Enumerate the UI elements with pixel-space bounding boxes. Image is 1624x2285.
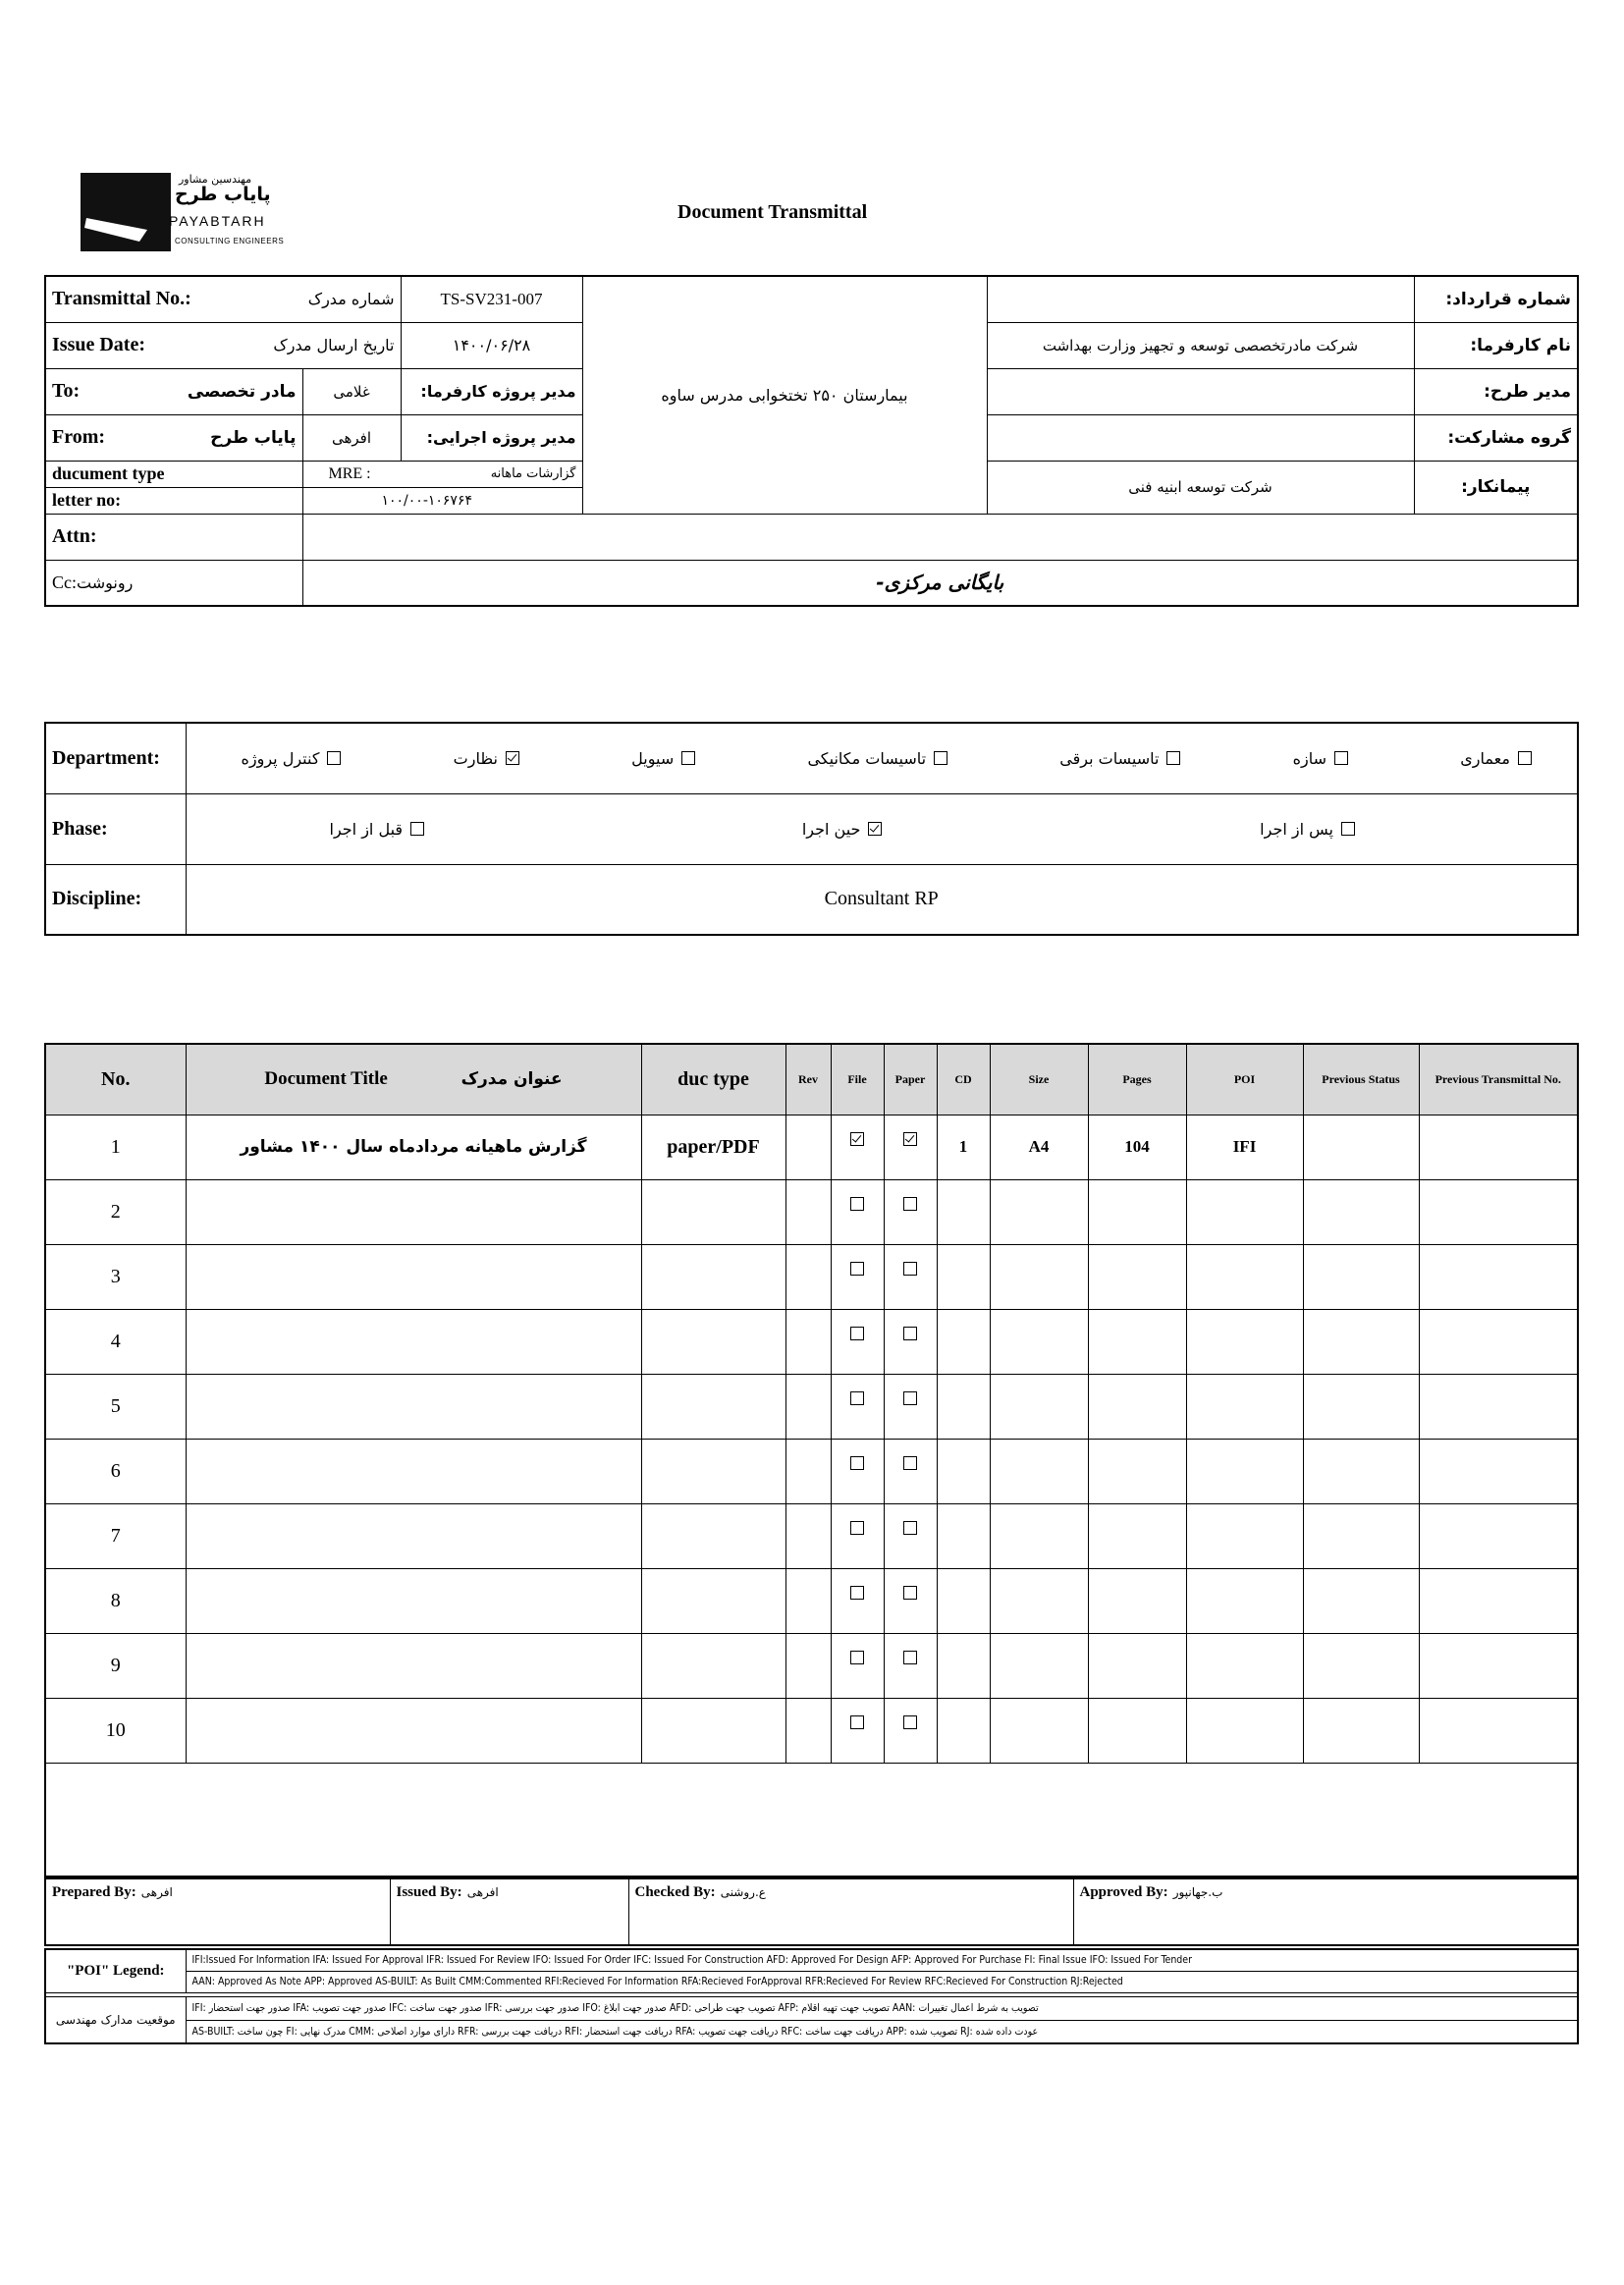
attn-label: Attn:	[45, 514, 302, 560]
design-manager-value	[987, 368, 1414, 414]
row-prev-status	[1303, 1503, 1419, 1568]
row-poi	[1186, 1503, 1303, 1568]
row-title	[186, 1179, 641, 1244]
doc-type-code: MRE :	[328, 464, 371, 482]
signatures-table	[44, 1876, 1579, 1946]
checkbox-icon[interactable]	[1166, 751, 1180, 765]
table-row	[45, 1503, 1578, 1568]
partner-group-label: گروه مشارکت:	[1414, 414, 1578, 461]
row-prev-transmittal	[1419, 1374, 1578, 1439]
row-paper[interactable]	[884, 1115, 937, 1179]
row-poi	[1186, 1439, 1303, 1503]
cc-value: بایگانی مرکزی-	[302, 560, 1578, 606]
row-rev	[785, 1503, 831, 1568]
row-title	[186, 1568, 641, 1633]
table-row	[45, 1244, 1578, 1309]
issue-date-fa: تاریخ ارسال مدرک	[273, 336, 395, 354]
cc-cell	[45, 560, 302, 606]
contractor-label: پیمانکار:	[1414, 461, 1578, 514]
row-size	[990, 1309, 1088, 1374]
department-option-mechanical[interactable]: تاسیسات مکانیکی	[807, 749, 947, 768]
col-header-no: No.	[45, 1044, 186, 1115]
exec-pm-label: مدیر پروژه اجرایی:	[401, 414, 582, 461]
row-type	[641, 1633, 785, 1698]
cc-label: Cc:	[52, 571, 77, 592]
row-prev-status	[1303, 1374, 1419, 1439]
row-file[interactable]	[831, 1115, 884, 1179]
row-no: 5	[45, 1374, 186, 1439]
col-header-file: File	[831, 1044, 884, 1115]
issued-by-value: افرهی	[466, 1885, 499, 1899]
table-row	[45, 1309, 1578, 1374]
row-size	[990, 1179, 1088, 1244]
poi-legend-line-1: IFI:Issued For Information IFA: Issued For Approval IFR: Issued For Review IFO: Issued For Order IFC: Issued For Construction AFD: Approved For Design AFP: Approved For Purchase FI: Final Issue IFO: Issued For Tender	[186, 1949, 1578, 1971]
row-prev-status	[1303, 1439, 1419, 1503]
row-cd	[937, 1179, 990, 1244]
row-paper[interactable]	[884, 1244, 937, 1309]
checkbox-icon[interactable]	[903, 1197, 917, 1211]
row-poi	[1186, 1179, 1303, 1244]
table-row	[45, 1179, 1578, 1244]
row-type	[641, 1503, 785, 1568]
row-cd: 1	[937, 1115, 990, 1179]
checkbox-icon[interactable]	[850, 1715, 864, 1729]
row-size	[990, 1568, 1088, 1633]
row-paper[interactable]	[884, 1633, 937, 1698]
employer-label: نام کارفرما:	[1414, 322, 1578, 368]
contractor-value: شرکت توسعه ابنیه فنی	[987, 461, 1414, 514]
row-no: 7	[45, 1503, 186, 1568]
discipline-label: Discipline:	[45, 864, 186, 935]
table-row	[45, 1698, 1578, 1763]
issued-by-cell	[390, 1877, 628, 1945]
approved-by-value: ب.جهانپور	[1172, 1885, 1223, 1899]
header-table	[44, 275, 1579, 607]
logo-fa-name: پایاب طرح	[175, 184, 271, 205]
checkbox-icon[interactable]	[903, 1715, 917, 1729]
checkbox-icon[interactable]	[903, 1521, 917, 1535]
row-cd	[937, 1439, 990, 1503]
department-option-structure[interactable]: سازه	[1293, 749, 1348, 768]
table-row	[45, 1374, 1578, 1439]
row-paper[interactable]	[884, 1698, 937, 1763]
letter-no-value: ۱۰۰/۰۰-۱۰۶۷۶۴	[302, 487, 582, 514]
row-prev-transmittal	[1419, 1568, 1578, 1633]
row-prev-status	[1303, 1115, 1419, 1179]
row-prev-status	[1303, 1698, 1419, 1763]
col-header-type: duc type	[641, 1044, 785, 1115]
row-no: 2	[45, 1179, 186, 1244]
documents-table-remarks	[45, 1763, 1578, 1878]
cc-fa: رونوشت	[77, 572, 134, 592]
row-prev-transmittal	[1419, 1179, 1578, 1244]
row-type	[641, 1244, 785, 1309]
row-cd	[937, 1698, 990, 1763]
row-cd	[937, 1309, 990, 1374]
logo-fa-subtitle: مهندسین مشاور	[179, 173, 252, 186]
row-no: 3	[45, 1244, 186, 1309]
to-label: To:	[52, 380, 81, 402]
row-prev-status	[1303, 1179, 1419, 1244]
checked-by-label: Checked By:	[634, 1884, 716, 1900]
row-title	[186, 1503, 641, 1568]
exec-pm-name: افرهی	[302, 414, 401, 461]
checkbox-icon[interactable]	[1341, 822, 1355, 836]
row-prev-transmittal	[1419, 1115, 1578, 1179]
department-options	[186, 723, 1578, 793]
department-option-electrical[interactable]: تاسیسات برقی	[1059, 749, 1180, 768]
checkbox-icon[interactable]	[850, 1262, 864, 1276]
row-size	[990, 1633, 1088, 1698]
partner-group-value	[987, 414, 1414, 461]
row-paper[interactable]	[884, 1309, 937, 1374]
checkbox-icon[interactable]	[681, 751, 695, 765]
legend-table	[44, 1948, 1579, 2044]
row-file[interactable]	[831, 1374, 884, 1439]
prepared-by-label: Prepared By:	[52, 1884, 136, 1900]
checked-by-value: ع.روشنی	[720, 1885, 766, 1899]
checkbox-icon[interactable]	[903, 1391, 917, 1405]
row-size	[990, 1439, 1088, 1503]
checkbox-icon[interactable]	[903, 1456, 917, 1470]
checkbox-icon[interactable]	[903, 1651, 917, 1664]
checkbox-checked-icon[interactable]	[903, 1132, 917, 1146]
design-manager-label: مدیر طرح:	[1414, 368, 1578, 414]
table-row	[45, 1633, 1578, 1698]
transmittal-no-cell	[45, 276, 401, 322]
row-paper[interactable]	[884, 1179, 937, 1244]
row-pages	[1088, 1374, 1186, 1439]
row-paper[interactable]	[884, 1503, 937, 1568]
phase-option-during[interactable]: حین اجرا	[802, 820, 883, 839]
table-row	[45, 1439, 1578, 1503]
row-cd	[937, 1503, 990, 1568]
department-label: Department:	[45, 723, 186, 793]
checkbox-icon[interactable]	[850, 1521, 864, 1535]
row-pages	[1088, 1244, 1186, 1309]
row-type: paper/PDF	[641, 1115, 785, 1179]
row-rev	[785, 1698, 831, 1763]
row-rev	[785, 1179, 831, 1244]
prepared-by-cell	[45, 1877, 390, 1945]
row-prev-transmittal	[1419, 1503, 1578, 1568]
department-option-civil[interactable]: سیویل	[631, 749, 695, 768]
row-rev	[785, 1568, 831, 1633]
status-legend-line-1: IFI: صدور جهت استحضار IFA: صدور جهت تصویب IFC: صدور جهت ساخت IFR: صدور جهت بررسی IFO: صدور جهت ابلاغ AFD: تصویب جهت طراحی AFP: تصویب جهت تهیه اقلام AAN: تصویب به شرط اعمال تغییرات	[186, 1996, 1578, 2020]
row-pages	[1088, 1503, 1186, 1568]
from-cell	[45, 414, 302, 461]
row-file[interactable]	[831, 1179, 884, 1244]
attn-value	[302, 514, 1578, 560]
row-prev-transmittal	[1419, 1698, 1578, 1763]
row-cd	[937, 1374, 990, 1439]
row-size	[990, 1503, 1088, 1568]
row-pages	[1088, 1179, 1186, 1244]
discipline-value: Consultant RP	[186, 864, 1578, 935]
row-title	[186, 1439, 641, 1503]
col-header-poi: POI	[1186, 1044, 1303, 1115]
prepared-by-value: افرهی	[140, 1885, 173, 1899]
department-option-project-control[interactable]: کنترل پروژه	[242, 749, 342, 768]
classification-table	[44, 722, 1579, 936]
col-header-title-en: Document Title	[264, 1068, 388, 1090]
row-paper[interactable]	[884, 1568, 937, 1633]
row-poi: IFI	[1186, 1115, 1303, 1179]
row-type	[641, 1439, 785, 1503]
col-header-size: Size	[990, 1044, 1088, 1115]
letter-no-label: letter no:	[45, 487, 302, 514]
department-option-architecture[interactable]: معماری	[1460, 749, 1532, 768]
row-title: گزارش ماهیانه مردادماه سال ۱۴۰۰ مشاور	[186, 1115, 641, 1179]
row-poi	[1186, 1374, 1303, 1439]
row-rev	[785, 1374, 831, 1439]
row-pages: 104	[1088, 1115, 1186, 1179]
checkbox-icon[interactable]	[850, 1456, 864, 1470]
transmittal-no-fa: شماره مدرک	[307, 290, 395, 309]
row-file[interactable]	[831, 1309, 884, 1374]
row-no: 6	[45, 1439, 186, 1503]
col-header-title	[186, 1044, 641, 1115]
issue-date-cell	[45, 322, 401, 368]
row-type	[641, 1374, 785, 1439]
row-file[interactable]	[831, 1439, 884, 1503]
checkbox-icon[interactable]	[934, 751, 947, 765]
client-pm-label: مدیر پروژه کارفرما:	[401, 368, 582, 414]
row-size	[990, 1374, 1088, 1439]
checkbox-icon[interactable]	[1334, 751, 1348, 765]
logo-en-subtitle: CONSULTING ENGINEERS	[175, 237, 285, 245]
contract-no-value	[987, 276, 1414, 322]
row-prev-status	[1303, 1309, 1419, 1374]
row-poi	[1186, 1698, 1303, 1763]
checkbox-icon[interactable]	[410, 822, 424, 836]
row-type	[641, 1698, 785, 1763]
row-file[interactable]	[831, 1503, 884, 1568]
from-label: From:	[52, 426, 106, 448]
row-prev-transmittal	[1419, 1439, 1578, 1503]
checkbox-checked-icon[interactable]	[506, 751, 519, 765]
checked-by-cell	[628, 1877, 1073, 1945]
row-title	[186, 1633, 641, 1698]
issue-date-label: Issue Date:	[52, 334, 145, 355]
checkbox-icon[interactable]	[903, 1327, 917, 1340]
checkbox-checked-icon[interactable]	[868, 822, 882, 836]
row-size	[990, 1698, 1088, 1763]
row-type	[641, 1309, 785, 1374]
row-prev-status	[1303, 1633, 1419, 1698]
phase-label: Phase:	[45, 793, 186, 864]
department-option-supervision[interactable]: نظارت	[454, 749, 519, 768]
transmittal-no-label: Transmittal No.:	[52, 288, 191, 310]
row-file[interactable]	[831, 1244, 884, 1309]
checkbox-icon[interactable]	[850, 1651, 864, 1664]
row-size: A4	[990, 1115, 1088, 1179]
row-size	[990, 1244, 1088, 1309]
approved-by-cell	[1073, 1877, 1578, 1945]
poi-legend-label: "POI" Legend:	[45, 1949, 186, 1992]
col-header-paper: Paper	[884, 1044, 937, 1115]
phase-options	[186, 793, 1578, 864]
row-paper[interactable]	[884, 1439, 937, 1503]
doc-type-value: گزارشات ماهانه	[490, 466, 576, 481]
project-name: بیمارستان ۲۵۰ تختخوابی مدرس ساوه	[582, 276, 987, 514]
row-poi	[1186, 1568, 1303, 1633]
approved-by-label: Approved By:	[1079, 1884, 1168, 1900]
poi-legend-line-2: AAN: Approved As Note APP: Approved AS-BUILT: As Built CMM:Commented RFI:Recieved For Information RFA:Recieved ForApproval RFR:Recieved For Review RFC:Recieved For Construction RJ:Rejected	[186, 1971, 1578, 1992]
phase-option-after[interactable]: پس از اجرا	[1260, 820, 1355, 839]
row-prev-transmittal	[1419, 1244, 1578, 1309]
row-cd	[937, 1633, 990, 1698]
checkbox-checked-icon[interactable]	[850, 1132, 864, 1146]
row-prev-status	[1303, 1568, 1419, 1633]
issue-date-value: ۱۴۰۰/۰۶/۲۸	[401, 322, 582, 368]
checkbox-icon[interactable]	[903, 1262, 917, 1276]
row-prev-transmittal	[1419, 1633, 1578, 1698]
documents-table	[44, 1043, 1579, 1879]
table-row	[45, 1115, 1578, 1179]
row-poi	[1186, 1244, 1303, 1309]
row-paper[interactable]	[884, 1374, 937, 1439]
logo-en-name: PAYABTARH	[169, 213, 266, 229]
row-prev-transmittal	[1419, 1309, 1578, 1374]
to-cell	[45, 368, 302, 414]
row-file[interactable]	[831, 1633, 884, 1698]
client-pm-name: غلامی	[302, 368, 401, 414]
checkbox-icon[interactable]	[903, 1586, 917, 1600]
checkbox-icon[interactable]	[850, 1197, 864, 1211]
row-poi	[1186, 1309, 1303, 1374]
row-title	[186, 1244, 641, 1309]
contract-no-label: شماره قرارداد:	[1414, 276, 1578, 322]
row-pages	[1088, 1633, 1186, 1698]
row-no: 8	[45, 1568, 186, 1633]
status-legend-line-2: AS-BUILT: چون ساخت FI: مدرک نهایی CMM: دارای موارد اصلاحی RFR: دریافت جهت بررسی RFI: دریافت جهت استحضار RFA: دریافت جهت تصویب RFC: دریافت جهت ساخت APP: تصویب شده RJ: عودت داده شده	[186, 2020, 1578, 2043]
row-no: 1	[45, 1115, 186, 1179]
doc-type-cell	[302, 461, 582, 487]
col-header-prev-status: Previous Status	[1303, 1044, 1419, 1115]
issued-by-label: Issued By:	[396, 1884, 462, 1900]
row-rev	[785, 1115, 831, 1179]
checkbox-icon[interactable]	[850, 1586, 864, 1600]
document-title: Document Transmittal	[677, 201, 868, 223]
checkbox-icon[interactable]	[850, 1327, 864, 1340]
row-title	[186, 1698, 641, 1763]
row-rev	[785, 1633, 831, 1698]
checkbox-icon[interactable]	[1518, 751, 1532, 765]
col-header-pages: Pages	[1088, 1044, 1186, 1115]
row-no: 4	[45, 1309, 186, 1374]
row-pages	[1088, 1439, 1186, 1503]
row-title	[186, 1374, 641, 1439]
employer-value: شرکت مادرتخصصی توسعه و تجهیز وزارت بهداشت	[987, 322, 1414, 368]
row-poi	[1186, 1633, 1303, 1698]
row-pages	[1088, 1309, 1186, 1374]
row-cd	[937, 1568, 990, 1633]
row-type	[641, 1568, 785, 1633]
row-rev	[785, 1244, 831, 1309]
row-type	[641, 1179, 785, 1244]
checkbox-icon[interactable]	[327, 751, 341, 765]
col-header-title-fa: عنوان مدرک	[460, 1069, 563, 1090]
row-file[interactable]	[831, 1568, 884, 1633]
row-prev-status	[1303, 1244, 1419, 1309]
row-pages	[1088, 1698, 1186, 1763]
row-cd	[937, 1244, 990, 1309]
row-title	[186, 1309, 641, 1374]
company-logo-mark	[81, 173, 171, 251]
col-header-prev-transmittal: Previous Transmittal No.	[1419, 1044, 1578, 1115]
row-pages	[1088, 1568, 1186, 1633]
to-value: مادر تخصصی	[187, 381, 297, 402]
row-rev	[785, 1309, 831, 1374]
col-header-rev: Rev	[785, 1044, 831, 1115]
col-header-cd: CD	[937, 1044, 990, 1115]
table-row	[45, 1568, 1578, 1633]
status-legend-label: موقعیت مدارک مهندسی	[45, 1996, 186, 2043]
checkbox-icon[interactable]	[850, 1391, 864, 1405]
row-rev	[785, 1439, 831, 1503]
transmittal-no-value: TS-SV231-007	[401, 276, 582, 322]
row-no: 10	[45, 1698, 186, 1763]
row-file[interactable]	[831, 1698, 884, 1763]
phase-option-before[interactable]: قبل از اجرا	[330, 820, 425, 839]
from-value: پایاب طرح	[210, 427, 297, 448]
doc-type-label: ducument type	[45, 461, 302, 487]
documents-table-body	[45, 1115, 1578, 1763]
row-no: 9	[45, 1633, 186, 1698]
